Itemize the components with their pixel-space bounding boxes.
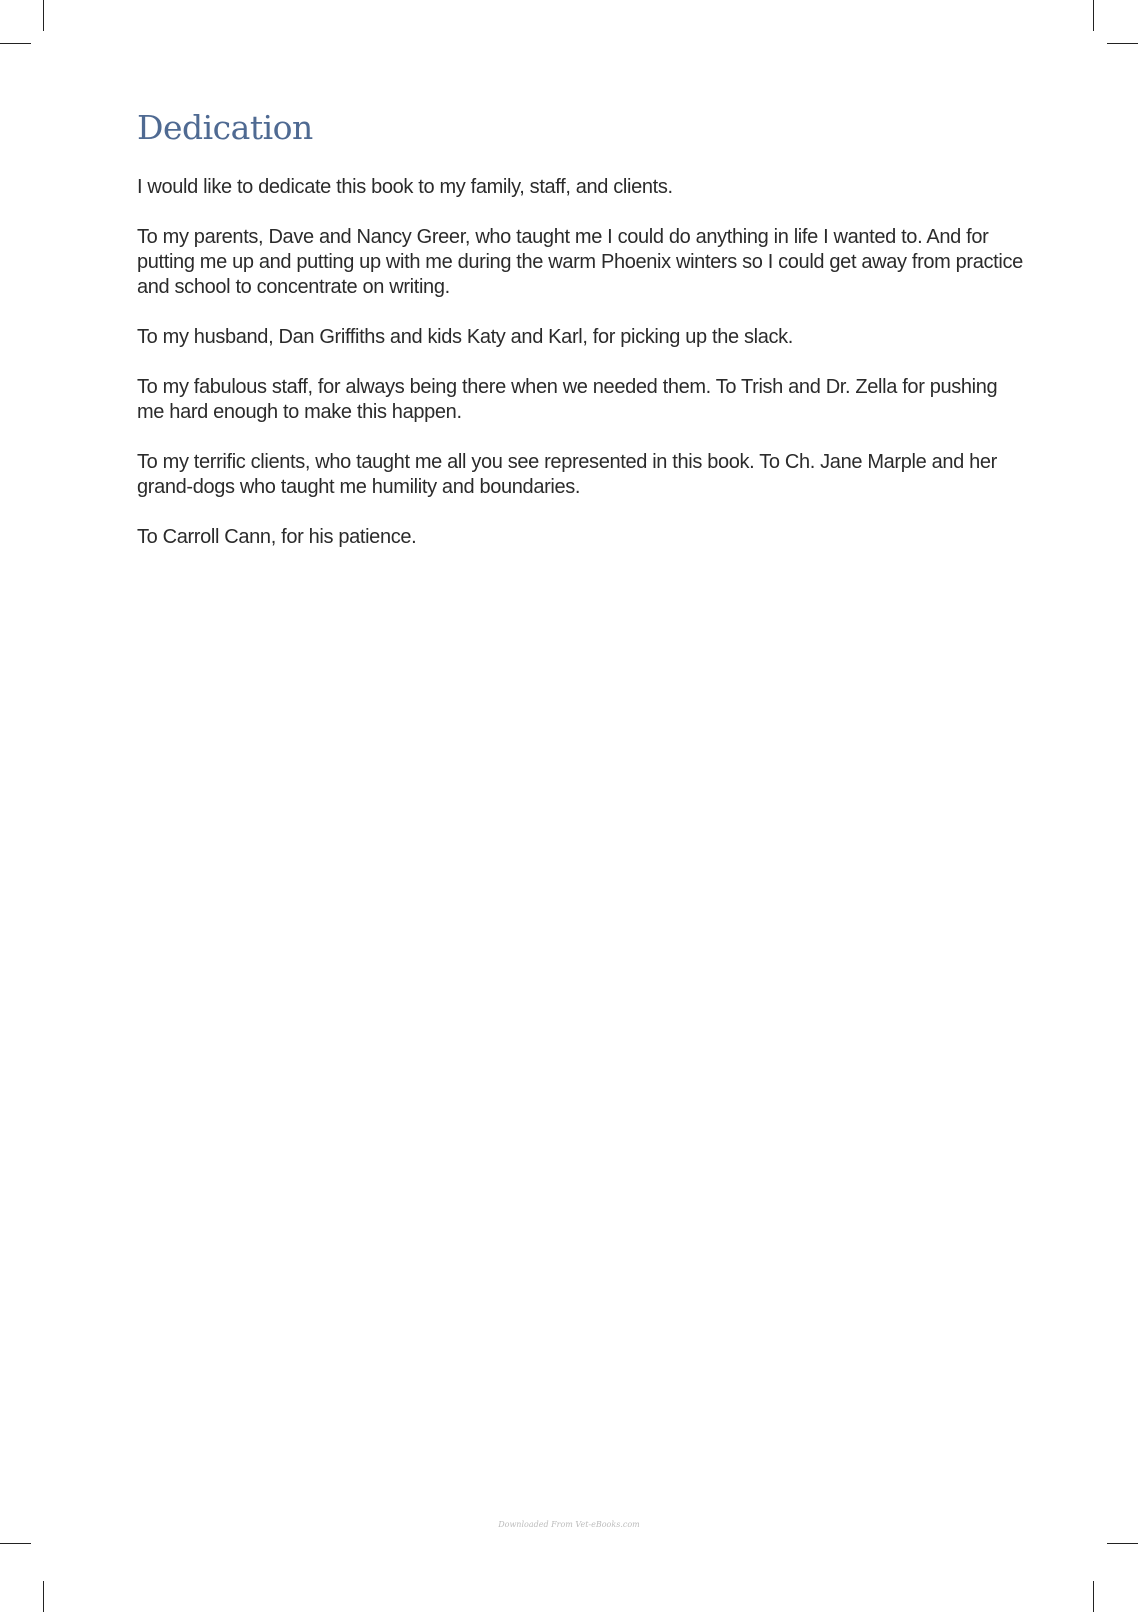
paragraph-clients: To my terrific clients, who taught me all you see represented in this book. To Ch. Jane Marple and her grand-dogs who taught me humility and boundaries. — [137, 450, 997, 498]
paragraph-husband: To my husband, Dan Griffiths and kids Katy and Karl, for picking up the slack. — [137, 325, 794, 348]
crop-mark-bottom-right-vertical — [1093, 1581, 1094, 1612]
crop-mark-bottom-left-horizontal — [0, 1543, 31, 1544]
crop-mark-top-left-horizontal — [0, 43, 31, 44]
crop-mark-bottom-right-horizontal — [1107, 1543, 1138, 1544]
crop-mark-top-left-vertical — [43, 0, 44, 31]
paragraph-intro: I would like to dedicate this book to my family, staff, and clients. — [137, 175, 673, 198]
paragraph-carroll: To Carroll Cann, for his patience. — [137, 525, 417, 548]
page-title: Dedication — [137, 108, 313, 147]
crop-mark-top-right-horizontal — [1107, 43, 1138, 44]
paragraph-parents: To my parents, Dave and Nancy Greer, who taught me I could do anything in life I wanted to. And for putting me up and putting up with me during the warm Phoenix winters so I could get away from practice and school to concentrate on writing. — [137, 225, 1023, 298]
crop-mark-bottom-left-vertical — [43, 1581, 44, 1612]
page-content — [137, 108, 1027, 575]
crop-mark-top-right-vertical — [1093, 0, 1094, 31]
paragraph-staff: To my fabulous staff, for always being there when we needed them. To Trish and Dr. Zella for pushing me hard enough to make this happen. — [137, 375, 998, 423]
footer-watermark-text: Downloaded From Vet-eBooks.com — [498, 1520, 640, 1529]
